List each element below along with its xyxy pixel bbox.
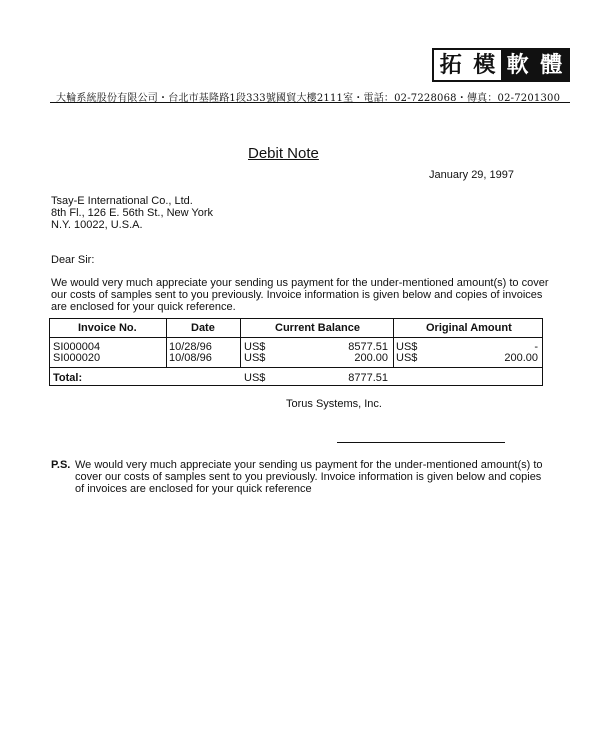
total-amount: 8777.51: [348, 372, 388, 384]
letterhead-divider: [50, 102, 570, 103]
signature-line: [337, 442, 505, 443]
row-invoice-no: SI000004: [53, 341, 101, 353]
logo-char-3: 軟: [501, 50, 535, 80]
body-line-3: are enclosed for your quick reference.: [51, 301, 236, 313]
row-current-currency: US$: [244, 341, 266, 353]
row-current-amount: 200.00: [354, 352, 388, 364]
row-original-currency: US$: [396, 341, 418, 353]
letterhead-address: 大輪系統股份有限公司・台北市基隆路1段333號國貿大樓2111室・電話：02-7228068・傳真：02-7201300: [56, 93, 561, 104]
total-currency: US$: [244, 372, 266, 384]
row-original-currency: US$: [396, 352, 418, 364]
row-current-amount: 8577.51: [348, 341, 388, 353]
row-date: 10/08/96: [169, 352, 212, 364]
ps-line-2: cover our costs of samples sent to you previously. Invoice information is given below and copies: [75, 471, 542, 483]
row-current-currency: US$: [244, 352, 266, 364]
row-original-amount: -: [534, 341, 538, 353]
signature-company: Torus Systems, Inc.: [286, 398, 382, 410]
recipient-address-line2: N.Y. 10022, U.S.A.: [51, 219, 143, 231]
total-label: Total:: [53, 372, 83, 384]
col-divider-1: [166, 318, 167, 368]
row-invoice-no: SI000020: [53, 352, 101, 364]
document-date: January 29, 1997: [429, 169, 515, 181]
header-divider: [49, 337, 543, 338]
row-date: 10/28/96: [169, 341, 212, 353]
logo-char-2: 模: [473, 52, 496, 78]
document-title: Debit Note: [248, 145, 319, 162]
recipient-name: Tsay-E International Co., Ltd.: [51, 195, 193, 207]
body-line-1: We would very much appreciate your sending us payment for the under-mentioned amount(s) to cover: [51, 277, 549, 289]
header-invoice-no: Invoice No.: [78, 322, 137, 334]
company-logo: [432, 48, 570, 82]
total-divider: [49, 367, 543, 368]
header-original-amount: Original Amount: [426, 322, 512, 334]
row-original-amount: 200.00: [504, 352, 538, 364]
ps-label: P.S.: [51, 459, 71, 471]
ps-line-1: We would very much appreciate your sending us payment for the under-mentioned amount(s) to: [75, 459, 543, 471]
col-divider-3: [393, 318, 394, 368]
header-current-balance: Current Balance: [275, 322, 360, 334]
ps-line-3: of invoices are enclosed for your quick reference: [75, 483, 312, 495]
header-date: Date: [191, 322, 215, 334]
salutation: Dear Sir:: [51, 254, 95, 266]
body-line-2: our costs of samples sent to you previously. Invoice information is given below and copies of invoices: [51, 289, 543, 301]
col-divider-2: [240, 318, 241, 368]
recipient-address-line1: 8th Fl., 126 E. 56th St., New York: [51, 207, 214, 219]
logo-char-4: 體: [535, 50, 569, 80]
logo-char-1: 拓: [439, 52, 462, 78]
